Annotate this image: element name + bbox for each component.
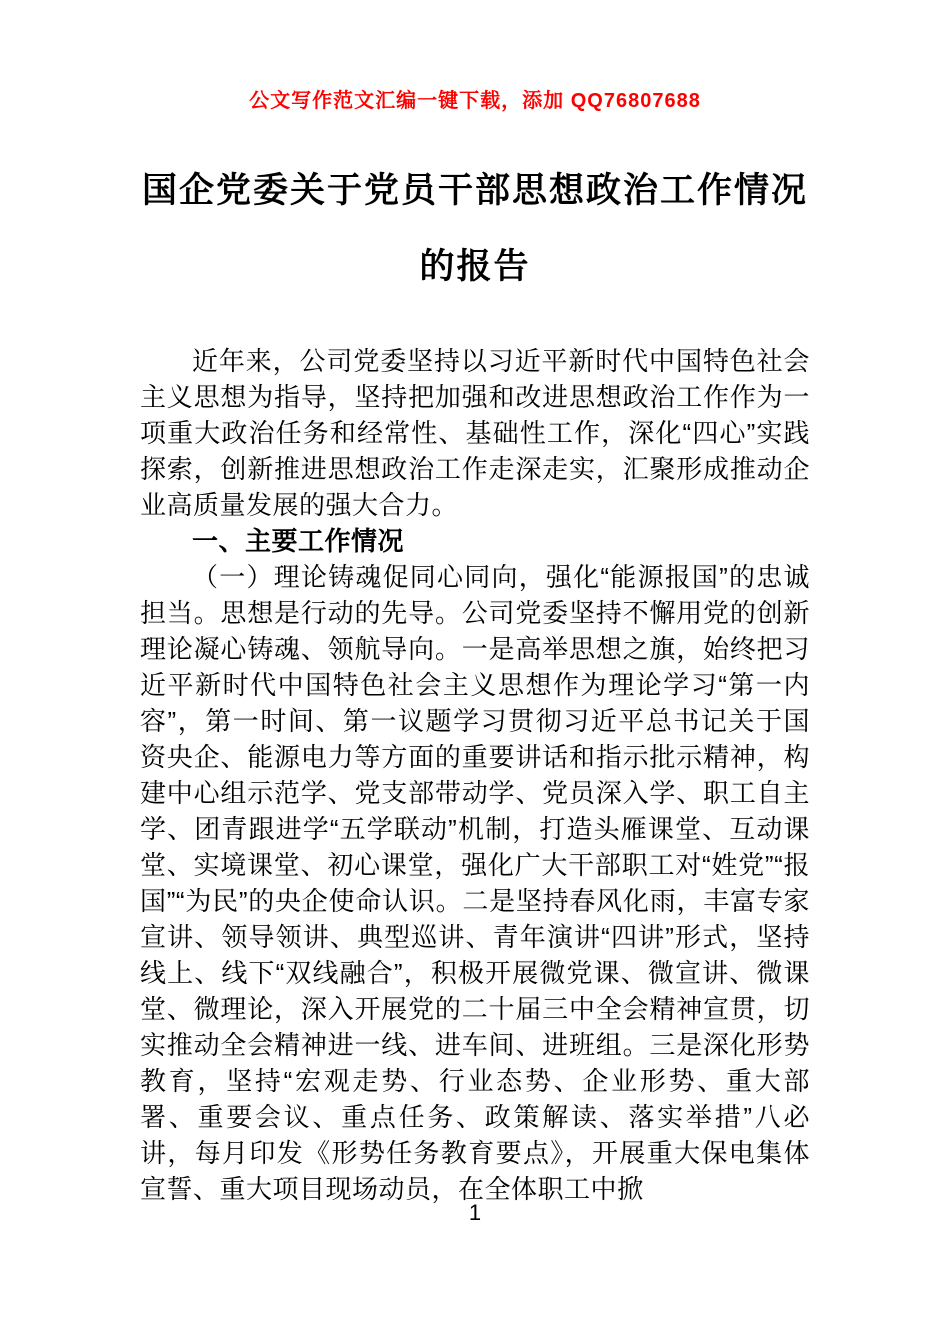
section-heading: 一、主要工作情况 [192,526,405,556]
paragraph-section-1: （一）理论铸魂促同心同向，强化“能源报国”的忠诚担当。思想是行动的先导。公司党委坚持不懈用党的创新理论凝心铸魂、领航导向。一是高举思想之旗，始终把习近平新时代中国特色社会主义思想作为理论学习“第一内容”，第一时间、第一议题学习贯彻习近平总书记关于国资央企、能源电力等方面的重要讲话和指示批示精神，构建中心组示范学、党支部带动学、党员深入学、职工自主学、团青跟进学“五学联动”机制，打造头雁课堂、互动课堂、实境课堂、初心课堂，强化广大干部职工对“姓党”“报国”“为民”的央企使命认识。二是坚持春风化雨，丰富专家宣讲、领导领讲、典型巡讲、青年演讲“四讲”形式，坚持线上、线下“双线融合”，积极开展微党课、微宣讲、微课堂、微理论，深入开展党的二十届三中全会精神宣贯，切实推动全会精神进一线、进车间、进班组。三是深化形势教育，坚持“宏观走势、行业态势、企业形势、重大部署、重要会议、重点任务、政策解读、落实举措”八必讲，每月印发《形势任务教育要点》，开展重大保电集体宣誓、重大项目现场动员，在全体职工中掀 [140,562,810,1204]
document-title [140,153,810,305]
promo-banner [140,0,810,113]
promo-text: 公文写作范文汇编一键下载，添加 QQ76807688 [249,90,701,112]
title-line-1: 国企党委关于党员干部思想政治工作情况 [141,171,808,210]
paragraph-intro: 近年来，公司党委坚持以习近平新时代中国特色社会主义思想为指导，坚持把加强和改进思想政治工作作为一项重大政治任务和经常性、基础性工作，深化“四心”实践探索，创新推进思想政治工作走深走实，汇聚形成推动企业高质量发展的强大合力。 [140,346,810,520]
title-line-2: 的报告 [419,247,531,286]
page-number: 1 [468,1200,482,1225]
document-body [140,343,810,1207]
page-footer [0,1200,950,1226]
